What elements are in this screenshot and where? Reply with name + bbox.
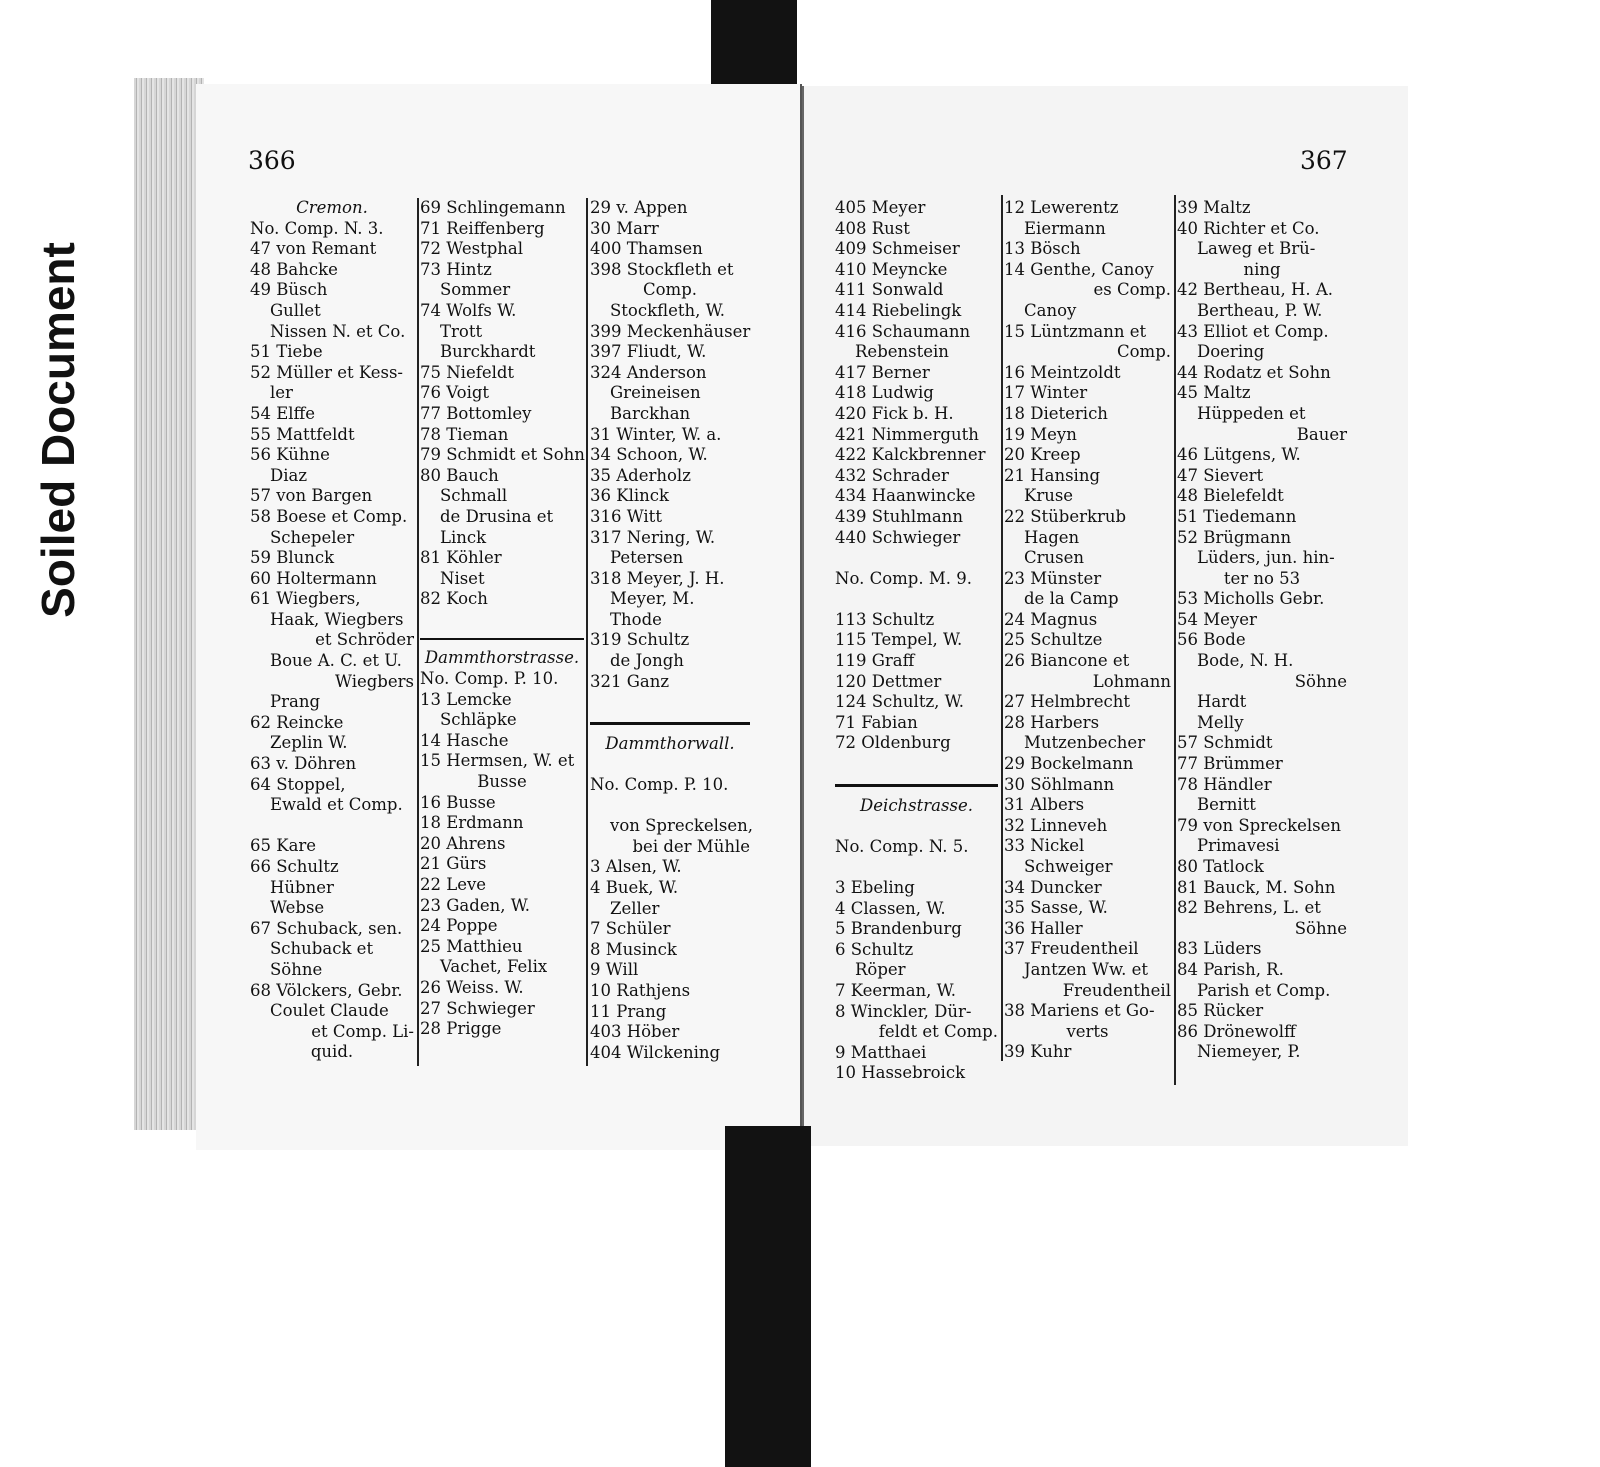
directory-line: Bertheau, P. W. <box>1197 300 1323 320</box>
directory-line: Barckhan <box>610 403 691 423</box>
directory-line: 8 Musinck <box>590 939 677 959</box>
directory-line: 75 Niefeldt <box>420 362 515 382</box>
spacer <box>250 816 414 837</box>
directory-line: es Comp. <box>1093 280 1171 300</box>
spacer <box>420 610 584 631</box>
directory-line: Haak, Wiegbers <box>270 609 404 629</box>
directory-line: Söhne <box>1294 918 1347 938</box>
directory-line: ter no 53 <box>1223 568 1301 588</box>
directory-line: 399 Meckenhäuser <box>590 321 751 341</box>
directory-line: 403 Höber <box>590 1022 680 1042</box>
directory-line: 20 Ahrens <box>420 833 506 853</box>
column-rule <box>1001 195 1003 1061</box>
directory-line: 7 Keerman, W. <box>835 980 956 1000</box>
directory-line: 23 Münster <box>1004 568 1102 588</box>
spacer <box>835 857 998 878</box>
directory-line: Niemeyer, P. <box>1197 1042 1301 1062</box>
directory-line: 28 Harbers <box>1004 712 1100 732</box>
directory-line: 82 Koch <box>420 589 488 609</box>
directory-line: 44 Rodatz et Sohn <box>1177 362 1331 382</box>
directory-line: Linck <box>440 527 487 547</box>
directory-line: Greineisen <box>610 383 701 403</box>
directory-line: Busse <box>477 772 527 792</box>
directory-line: verts <box>1066 1021 1109 1041</box>
directory-line: 3 Ebeling <box>835 878 915 897</box>
directory-line: 72 Westphal <box>420 239 524 259</box>
directory-line: Eiermann <box>1024 218 1106 238</box>
directory-line: de Drusina et <box>440 506 554 526</box>
directory-line: 11 Prang <box>590 1001 667 1021</box>
spacer <box>590 692 750 713</box>
directory-line: 316 Witt <box>590 506 662 526</box>
directory-line: 36 Haller <box>1004 918 1083 938</box>
directory-line: 15 Lüntzmann et <box>1004 321 1147 341</box>
spacer <box>590 754 750 775</box>
directory-line: 69 Schlingemann <box>420 198 566 217</box>
directory-line: Gullet <box>270 300 321 320</box>
directory-line: 39 Kuhr <box>1004 1042 1072 1062</box>
directory-line: 40 Richter et Co. <box>1177 218 1320 238</box>
directory-line: Bernitt <box>1197 795 1256 815</box>
street-heading: Dammthorstrasse. <box>424 648 580 668</box>
directory-line: 81 Bauck, M. Sohn <box>1177 877 1336 897</box>
directory-line: 52 Müller et Kess- <box>250 362 404 382</box>
directory-line: Laweg et Brü- <box>1197 239 1316 259</box>
directory-line: Boue A. C. et U. <box>270 651 402 671</box>
directory-line: 56 Bode <box>1177 630 1246 650</box>
directory-line: 72 Oldenburg <box>835 733 951 753</box>
tape-bottom <box>725 1126 811 1467</box>
directory-line: 73 Hintz <box>420 259 492 279</box>
street-heading: Dammthorwall. <box>605 733 735 753</box>
directory-line: 26 Biancone et <box>1004 651 1130 671</box>
directory-line: Lohmann <box>1092 671 1171 691</box>
directory-line: 32 Linneveh <box>1004 815 1108 835</box>
directory-line: 405 Meyer <box>835 198 926 217</box>
directory-line: Comp. <box>1116 342 1171 362</box>
directory-line: Parish et Comp. <box>1197 980 1331 1000</box>
directory-line: 28 Prigge <box>420 1019 502 1039</box>
directory-line: 54 Meyer <box>1177 609 1257 629</box>
directory-line: 29 Bockelmann <box>1004 754 1134 774</box>
directory-line: Lüders, jun. hin- <box>1197 548 1335 568</box>
column-rule <box>417 198 419 1066</box>
directory-line: Doering <box>1197 342 1265 362</box>
directory-line: 80 Bauch <box>420 465 499 485</box>
directory-line: 12 Lewerentz <box>1004 198 1119 217</box>
directory-line: 86 Drönewolff <box>1177 1021 1296 1041</box>
directory-line: 13 Lemcke <box>420 689 512 709</box>
directory-line: 34 Duncker <box>1004 877 1102 897</box>
directory-line: Schepeler <box>270 527 355 547</box>
column-2 <box>420 198 584 1040</box>
directory-line: Nissen N. et Co. <box>270 321 406 341</box>
directory-line: Schweiger <box>1024 857 1113 876</box>
directory-line: 78 Tieman <box>420 424 509 444</box>
directory-line: Petersen <box>610 548 684 568</box>
directory-line: quid. <box>310 1042 354 1062</box>
directory-line: 47 von Remant <box>250 239 377 259</box>
directory-line: 53 Micholls Gebr. <box>1177 589 1325 609</box>
directory-line: 10 Rathjens <box>590 980 691 1000</box>
directory-line: Melly <box>1197 712 1244 732</box>
directory-line: Sommer <box>440 280 511 300</box>
book-edge <box>134 78 204 1130</box>
side-label <box>30 170 86 690</box>
directory-line: 42 Bertheau, H. A. <box>1177 280 1334 300</box>
directory-line: 37 Freudentheil <box>1004 939 1139 959</box>
directory-line: 43 Elliot et Comp. <box>1177 321 1329 341</box>
directory-line: Hardt <box>1197 692 1247 712</box>
directory-line: de la Camp <box>1024 589 1119 609</box>
directory-line: 21 Hansing <box>1004 465 1101 485</box>
directory-line: 51 Tiedemann <box>1177 506 1297 526</box>
directory-line: Kruse <box>1024 486 1074 506</box>
directory-line: 45 Maltz <box>1177 383 1251 403</box>
directory-line: 10 Hassebroick <box>835 1063 966 1083</box>
directory-line: 63 v. Döhren <box>250 754 357 774</box>
directory-line: 58 Boese et Comp. <box>250 506 408 526</box>
directory-line: 38 Mariens et Go- <box>1004 1001 1155 1021</box>
directory-line: 19 Meyn <box>1004 424 1077 444</box>
column-rule <box>586 198 588 1066</box>
directory-line: 409 Schmeiser <box>835 239 960 259</box>
directory-line: 46 Lütgens, W. <box>1177 445 1301 465</box>
directory-line: 4 Classen, W. <box>835 898 946 918</box>
directory-line: 79 von Spreckelsen <box>1177 815 1342 835</box>
directory-line: et Schröder <box>315 630 414 650</box>
column-rule <box>1174 195 1176 1085</box>
directory-line: 16 Busse <box>420 792 496 812</box>
directory-line: et Comp. Li- <box>311 1021 414 1041</box>
directory-line: 3 Alsen, W. <box>590 857 682 877</box>
directory-line: 35 Aderholz <box>590 465 691 485</box>
spacer <box>835 548 998 569</box>
directory-line: 113 Schultz <box>835 609 935 629</box>
directory-line: 400 Thamsen <box>590 239 703 259</box>
directory-line: 18 Dieterich <box>1004 403 1108 423</box>
spacer <box>590 796 750 817</box>
directory-line: 85 Rücker <box>1177 1001 1264 1021</box>
page-number-right: 367 <box>1300 146 1348 175</box>
directory-line: 52 Brügmann <box>1177 527 1292 547</box>
section-rule <box>590 722 750 725</box>
directory-line: 418 Ludwig <box>835 383 934 403</box>
directory-line: Hübner <box>270 877 334 897</box>
directory-line: Bauer <box>1296 424 1347 444</box>
column-1 <box>250 198 414 1063</box>
directory-line: Vachet, Felix <box>440 957 548 977</box>
directory-line: 434 Haanwincke <box>835 486 976 506</box>
directory-line: 432 Schrader <box>835 465 949 485</box>
directory-line: 35 Sasse, W. <box>1004 898 1108 918</box>
directory-line: 57 Schmidt <box>1177 733 1273 753</box>
directory-line: Primavesi <box>1197 836 1280 856</box>
directory-line: 48 Bahcke <box>250 259 338 279</box>
directory-line: bei der Mühle <box>632 836 750 856</box>
directory-line: 9 Matthaei <box>835 1042 927 1062</box>
directory-line: 24 Poppe <box>420 916 498 936</box>
directory-line: 417 Berner <box>835 362 930 382</box>
directory-line: 22 Leve <box>420 875 487 894</box>
directory-line: 119 Graff <box>835 651 915 671</box>
directory-line: 27 Helmbrecht <box>1004 692 1131 712</box>
directory-line: Freudentheil <box>1062 980 1171 1000</box>
section-rule <box>420 638 584 640</box>
spacer <box>835 816 998 837</box>
directory-line: 82 Behrens, L. et <box>1177 898 1321 918</box>
directory-line: No. Comp. P. 10. <box>420 669 559 689</box>
directory-line: 318 Meyer, J. H. <box>590 568 725 588</box>
directory-line: 420 Fick b. H. <box>835 403 954 423</box>
directory-line: Zeplin W. <box>270 733 348 753</box>
directory-line: 81 Köhler <box>420 548 502 568</box>
directory-line: 398 Stockfleth et <box>590 259 734 279</box>
directory-line: 317 Nering, W. <box>590 527 716 547</box>
directory-line: 439 Stuhlmann <box>835 506 963 526</box>
directory-line: 65 Kare <box>250 836 317 856</box>
directory-line: Schläpke <box>440 710 517 730</box>
spacer <box>835 589 998 610</box>
directory-line: 13 Bösch <box>1004 239 1081 259</box>
directory-line: 27 Schwieger <box>420 998 535 1018</box>
directory-line: 31 Albers <box>1004 795 1085 815</box>
directory-line: von Spreckelsen, <box>610 816 754 836</box>
side-label-text: Soiled Document <box>32 242 84 618</box>
directory-line: 25 Schultze <box>1004 630 1103 650</box>
directory-line: 30 Marr <box>590 218 659 238</box>
directory-line: 54 Elffe <box>250 403 316 423</box>
directory-line: 59 Blunck <box>250 548 335 568</box>
directory-line: 39 Maltz <box>1177 198 1251 217</box>
directory-line: Diaz <box>270 465 308 485</box>
directory-line: Schuback et <box>270 939 374 959</box>
directory-line: 14 Genthe, Canoy <box>1004 259 1154 279</box>
directory-line: Burckhardt <box>440 342 536 362</box>
directory-line: Hagen <box>1024 527 1080 547</box>
directory-line: 22 Stüberkrub <box>1004 506 1127 526</box>
directory-line: 408 Rust <box>835 218 910 238</box>
directory-line: Canoy <box>1024 300 1077 320</box>
directory-line: Rebenstein <box>855 342 949 362</box>
directory-line: 25 Matthieu <box>420 936 523 956</box>
directory-line: 74 Wolfs W. <box>420 300 517 320</box>
directory-line: 47 Sievert <box>1177 465 1264 485</box>
directory-line: 24 Magnus <box>1004 609 1098 629</box>
directory-line: 79 Schmidt et Sohn <box>420 445 585 465</box>
directory-line: Webse <box>270 898 325 918</box>
directory-line: 77 Bottomley <box>420 403 532 423</box>
directory-line: 26 Weiss. W. <box>420 977 524 997</box>
street-heading: Deichstrasse. <box>860 795 973 815</box>
directory-line: 71 Reiffenberg <box>420 218 545 238</box>
directory-line: 57 von Bargen <box>250 486 373 506</box>
directory-line: 16 Meintzoldt <box>1004 362 1121 382</box>
section-rule <box>835 784 998 787</box>
directory-line: 30 Söhlmann <box>1004 774 1115 794</box>
directory-line: 49 Büsch <box>250 280 328 300</box>
directory-line: 440 Schwieger <box>835 527 961 547</box>
directory-line: 4 Buek, W. <box>590 878 679 897</box>
column-6 <box>1177 198 1347 1063</box>
directory-line: 115 Tempel, W. <box>835 630 963 650</box>
directory-line: Mutzenbecher <box>1024 733 1146 753</box>
directory-line: Röper <box>855 960 906 980</box>
directory-line: 411 Sonwald <box>835 280 944 300</box>
directory-line: Wiegbers <box>335 671 414 691</box>
directory-line: 321 Ganz <box>590 671 670 691</box>
directory-line: Comp. <box>642 280 697 300</box>
directory-line: 51 Tiebe <box>250 342 323 362</box>
directory-line: 64 Stoppel, <box>250 774 346 794</box>
directory-line: 61 Wiegbers, <box>250 589 361 609</box>
directory-line: 422 Kalckbrenner <box>835 445 986 465</box>
directory-line: Coulet Claude <box>270 1001 389 1021</box>
directory-line: 120 Dettmer <box>835 671 942 691</box>
directory-line: 56 Kühne <box>250 445 330 465</box>
directory-line: 6 Schultz <box>835 939 914 959</box>
directory-line: ler <box>270 383 293 403</box>
directory-line: 62 Reincke <box>250 712 344 732</box>
directory-line: 55 Mattfeldt <box>250 424 355 444</box>
directory-line: 76 Voigt <box>420 383 490 403</box>
directory-line: Thode <box>610 609 662 629</box>
directory-line: Jantzen Ww. et <box>1024 959 1149 979</box>
directory-line: 31 Winter, W. a. <box>590 424 722 444</box>
directory-line: 410 Meyncke <box>835 259 948 279</box>
directory-line: 416 Schaumann <box>835 321 971 341</box>
column-5 <box>1004 198 1171 1063</box>
directory-line: 29 v. Appen <box>590 198 688 217</box>
directory-line: Stockfleth, W. <box>610 300 725 320</box>
directory-line: 397 Fliudt, W. <box>590 342 707 362</box>
directory-line: 9 Will <box>590 960 639 980</box>
directory-line: 414 Riebelingk <box>835 300 962 320</box>
directory-line: 78 Händler <box>1177 774 1272 794</box>
directory-line: 421 Nimmerguth <box>835 424 979 444</box>
directory-line: 68 Völckers, Gebr. <box>250 980 403 1000</box>
directory-line: 21 Gürs <box>420 854 487 874</box>
directory-line: 84 Parish, R. <box>1177 959 1284 979</box>
directory-line: Meyer, M. <box>610 589 695 609</box>
directory-line: de Jongh <box>610 651 684 671</box>
directory-line: 319 Schultz <box>590 630 690 650</box>
directory-line: 124 Schultz, W. <box>835 692 964 712</box>
directory-line: Söhne <box>1294 671 1347 691</box>
directory-line: Ewald et Comp. <box>270 795 403 815</box>
directory-line: 36 Klinck <box>590 486 669 506</box>
directory-line: Crusen <box>1024 548 1084 568</box>
directory-line: 80 Tatlock <box>1177 857 1264 876</box>
page-number-left: 366 <box>248 146 296 175</box>
directory-line: Prang <box>270 692 321 712</box>
directory-line: 7 Schüler <box>590 919 671 939</box>
directory-line: Söhne <box>270 959 323 979</box>
directory-line: 60 Holtermann <box>250 568 377 588</box>
directory-line: ning <box>1243 259 1281 279</box>
directory-line: 20 Kreep <box>1004 445 1081 465</box>
directory-line: 48 Bielefeldt <box>1177 486 1284 506</box>
directory-line: Schmall <box>440 486 508 506</box>
spacer <box>835 754 998 775</box>
directory-line: 83 Lüders <box>1177 939 1262 959</box>
directory-line: 5 Brandenburg <box>835 919 962 939</box>
directory-line: 18 Erdmann <box>420 813 524 833</box>
directory-line: No. Comp. P. 10. <box>590 775 729 795</box>
directory-line: Hüppeden et <box>1197 403 1306 423</box>
directory-line: No. Comp. N. 3. <box>250 218 384 238</box>
directory-line: 33 Nickel <box>1004 836 1085 856</box>
directory-line: 77 Brümmer <box>1177 754 1283 774</box>
directory-line: 66 Schultz <box>250 857 339 876</box>
directory-line: 324 Anderson <box>590 362 707 382</box>
directory-line: Bode, N. H. <box>1197 651 1294 671</box>
directory-line: 8 Winckler, Dür- <box>835 1001 972 1021</box>
column-4 <box>835 198 998 1084</box>
directory-line: 23 Gaden, W. <box>420 895 531 915</box>
directory-line: 17 Winter <box>1004 383 1088 403</box>
directory-line: Niset <box>440 568 485 588</box>
column-3 <box>590 198 754 1063</box>
directory-line: Trott <box>440 321 483 341</box>
directory-line: 14 Hasche <box>420 730 509 750</box>
directory-line: feldt et Comp. <box>878 1022 998 1042</box>
directory-line: 15 Hermsen, W. et <box>420 751 575 771</box>
directory-line: 67 Schuback, sen. <box>250 918 403 938</box>
directory-line: No. Comp. N. 5. <box>835 836 969 856</box>
directory-line: Zeller <box>610 898 660 918</box>
directory-line: 404 Wilckening <box>590 1042 721 1062</box>
directory-line: 34 Schoon, W. <box>590 445 708 465</box>
street-heading: Cremon. <box>296 198 368 217</box>
directory-line: No. Comp. M. 9. <box>835 568 972 588</box>
directory-line: 71 Fabian <box>835 712 918 732</box>
